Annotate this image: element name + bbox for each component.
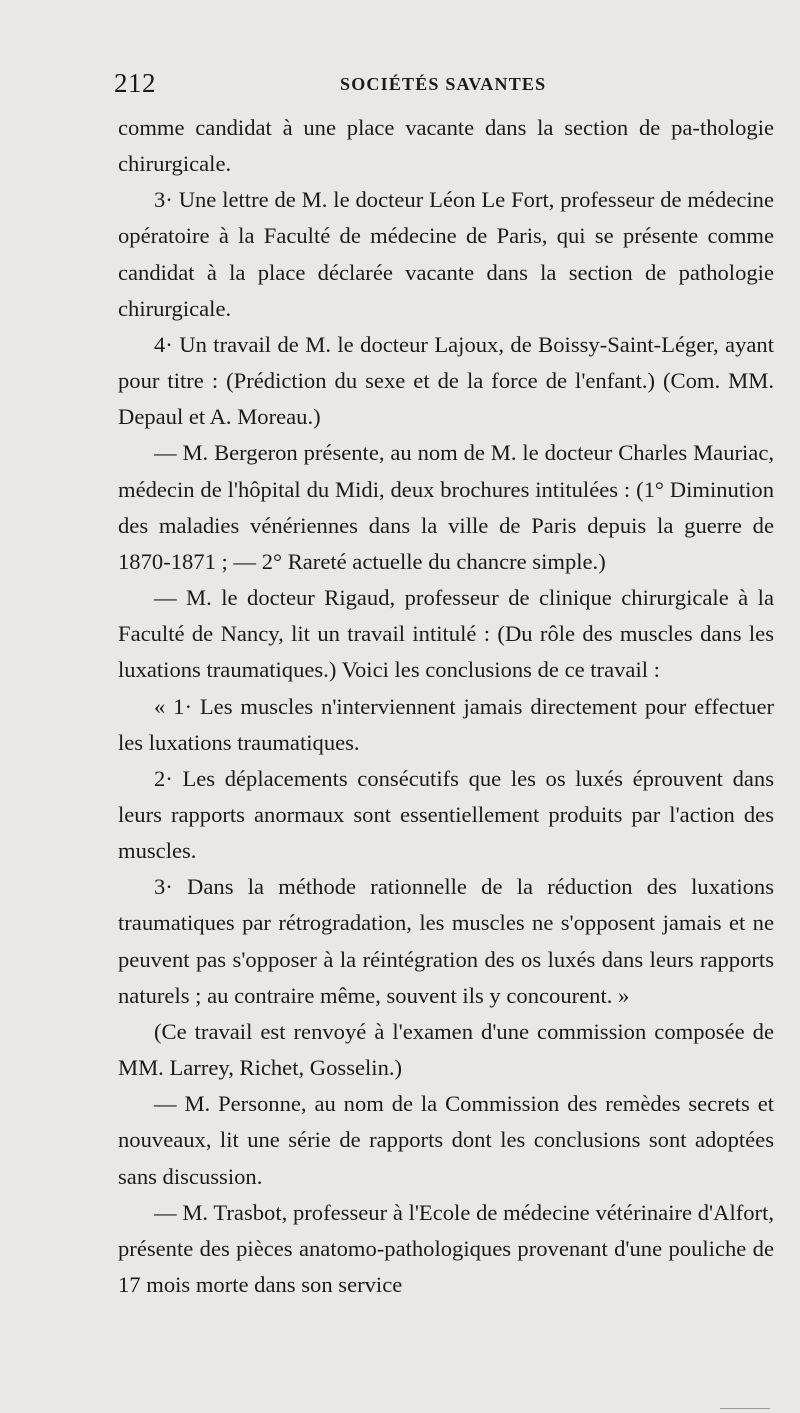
paragraph-bergeron: — M. Bergeron présente, au nom de M. le docteur Charles Mauriac, médecin de l'hôpital du Midi, deux brochures intitulées : (1° Diminution des maladies vénériennes dans la ville de Paris depuis la guerre de 1870-1871 ; — 2° Rareté actuelle du chancre simple.) [118, 440, 774, 574]
paragraph-item-3: 3· Une lettre de M. le docteur Léon Le Fort, professeur de médecine opératoire à la Faculté de médecine de Paris, qui se présente comme candidat à la place déclarée vacante dans la section de pathologie chirurgicale. [118, 187, 774, 321]
running-head [114, 68, 774, 104]
paragraph-conclusion-3: 3· Dans la méthode rationnelle de la réduction des luxations traumatiques par rétrogradation, les muscles ne s'opposent jamais et ne peuvent pas s'opposer à la réintégration des os luxés dans leurs rapports naturels ; au contraire même, souvent ils y concourent. » [118, 874, 774, 1008]
paragraph-personne: — M. Personne, au nom de la Commission des remèdes secrets et nouveaux, lit une série de rapports dont les conclusions sont adoptées sans discussion. [118, 1091, 774, 1189]
body-text [118, 110, 774, 1303]
running-title: SOCIÉTÉS SAVANTES [340, 74, 547, 94]
paragraph-continuation: comme candidat à une place vacante dans la section de pa-thologie chirurgicale. [118, 115, 774, 177]
page-edge-mark [720, 1408, 770, 1409]
page-number: 212 [114, 68, 156, 98]
paragraph-conclusion-2: 2· Les déplacements consécutifs que les os luxés éprouvent dans leurs rapports anormaux sont essentiellement produits par l'action des muscles. [118, 765, 774, 864]
paragraph-trasbot: — M. Trasbot, professeur à l'Ecole de médecine vétérinaire d'Alfort, présente des pièces anatomo-pathologiques provenant d'une pouliche de 17 mois morte dans son service [118, 1199, 774, 1297]
paragraph-commission: (Ce travail est renvoyé à l'examen d'une commission composée de MM. Larrey, Richet, Gosselin.) [118, 1018, 774, 1081]
paragraph-rigaud: — M. le docteur Rigaud, professeur de clinique chirurgicale à la Faculté de Nancy, lit un travail intitulé : (Du rôle des muscles dans les luxations traumatiques.) Voici les conclusions de ce travail : [118, 585, 774, 683]
paragraph-conclusion-1: « 1· Les muscles n'interviennent jamais directement pour effectuer les luxations traumatiques. [118, 693, 774, 755]
paragraph-item-4: 4· Un travail de M. le docteur Lajoux, de Boissy-Saint-Léger, ayant pour titre : (Prédiction du sexe et de la force de l'enfant.) (Com. MM. Depaul et A. Moreau.) [118, 331, 774, 430]
